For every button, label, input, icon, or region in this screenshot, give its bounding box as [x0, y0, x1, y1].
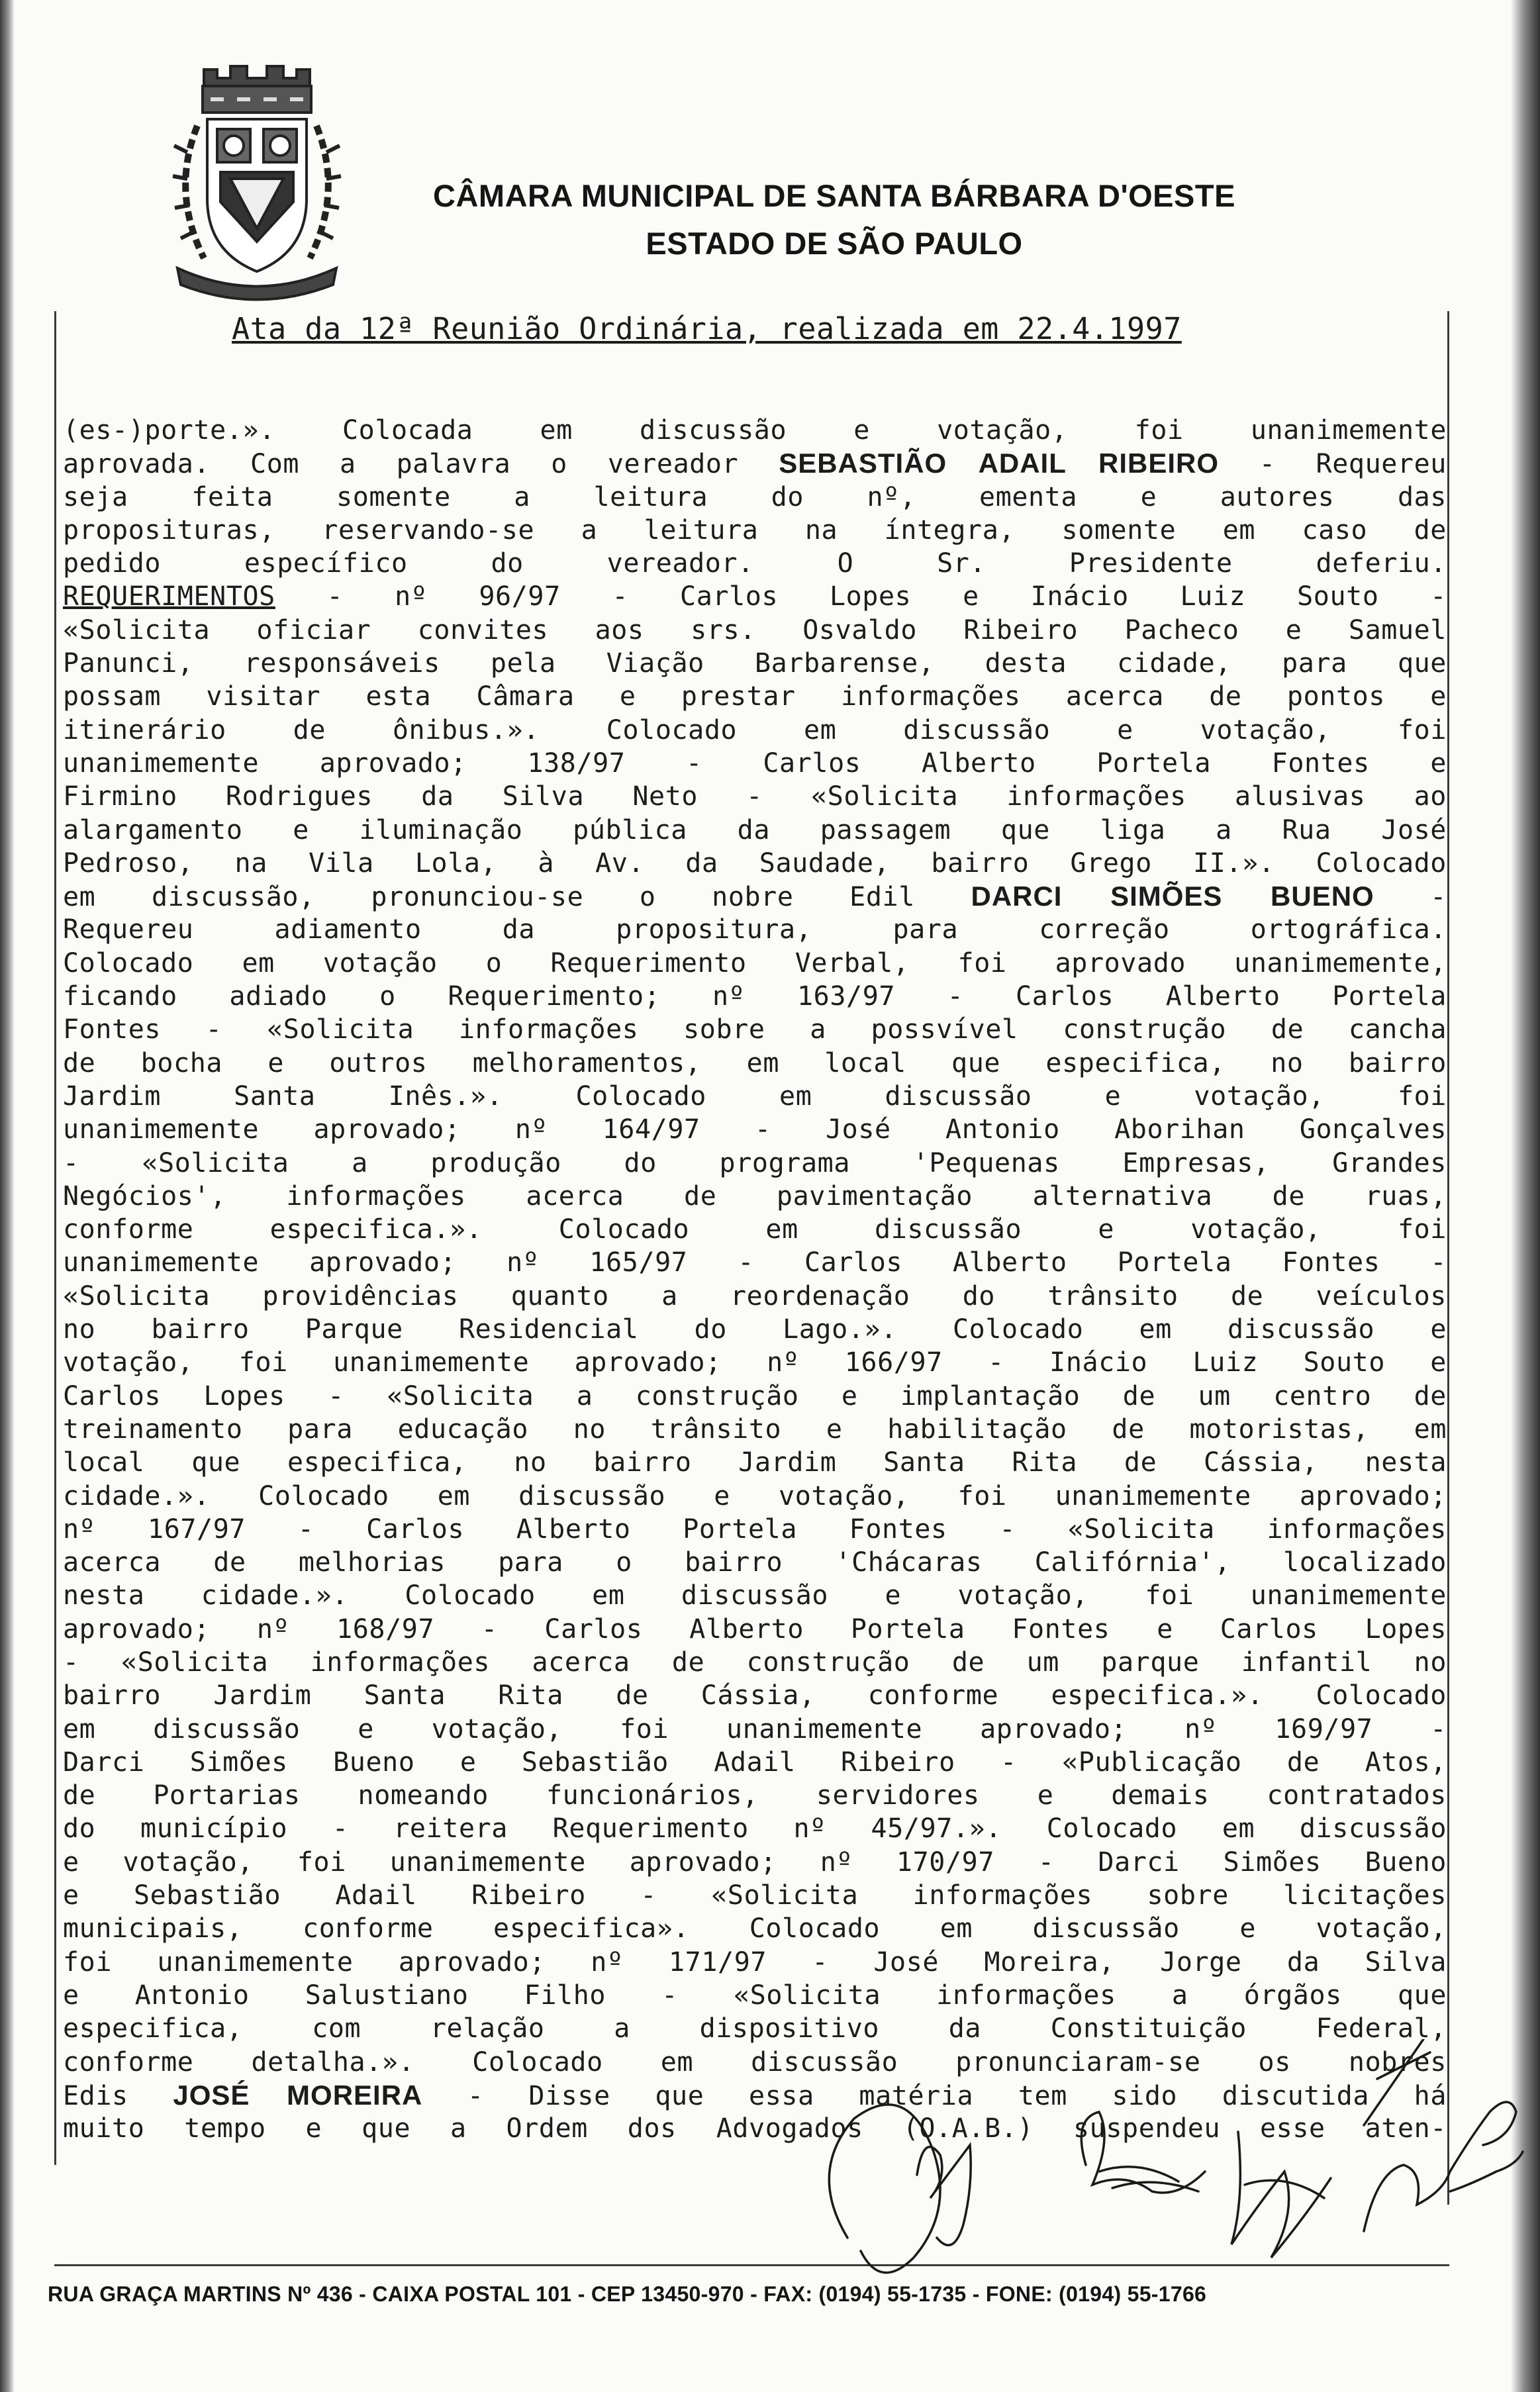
text-line: [63, 780, 1447, 813]
text-line: [63, 1480, 1447, 1513]
scan-shadow-right: [1511, 0, 1540, 2392]
text-line: [63, 1812, 1447, 1845]
text-segment: Jardim Santa Inês.». Colocado em discussão e votação, foi: [63, 1080, 1447, 1112]
text-segment: Negócios', informações acerca de pavimentação alternativa de ruas,: [63, 1180, 1447, 1212]
text-segment: aprovado; nº 168/97 - Carlos Alberto Portela Fontes e Carlos Lopes: [63, 1613, 1447, 1645]
text-line: [63, 1546, 1447, 1579]
text-line: [63, 1979, 1447, 2012]
text-segment: possam visitar esta Câmara e prestar informações acerca de pontos e: [63, 681, 1447, 712]
text-line: [63, 1147, 1447, 1180]
text-segment: municipais, conforme especifica». Colocado em discussão e votação,: [63, 1913, 1447, 1944]
text-segment: cidade.». Colocado em discussão e votação, foi unanimemente aprovado;: [63, 1480, 1447, 1511]
text-segment: - Disse que essa matéria tem sido discutida há: [422, 2080, 1447, 2111]
municipal-coat-of-arms-icon: [158, 60, 356, 305]
signatures-icon: [781, 2039, 1536, 2317]
text-line: [63, 647, 1447, 680]
text-line: [63, 1113, 1447, 1146]
text-segment: e Antonio Salustiano Filho - «Solicita informações a órgãos que: [63, 1980, 1447, 2011]
text-segment: de Portarias nomeando funcionários, servidores e demais contratados: [63, 1780, 1447, 1811]
text-line: [63, 1446, 1447, 1479]
text-segment: «Solicita oficiar convites aos srs. Osvaldo Ribeiro Pacheco e Samuel: [63, 614, 1447, 646]
text-segment: -: [1374, 882, 1447, 913]
text-line: [63, 814, 1447, 847]
text-line: [63, 1646, 1447, 1679]
text-line: [63, 1912, 1447, 1945]
text-segment: - nº 96/97 - Carlos Lopes e Inácio Luiz Souto -: [275, 581, 1447, 612]
section-heading: REQUERIMENTOS: [63, 581, 275, 612]
text-segment: foi unanimemente aprovado; nº 171/97 - José Moreira, Jorge da Silva: [63, 1946, 1447, 1978]
text-segment: nesta cidade.». Colocado em discussão e votação, foi unanimemente: [63, 1580, 1447, 1611]
text-segment: Colocado em votação o Requerimento Verbal, foi aprovado unanimemente,: [63, 947, 1447, 979]
text-line: [63, 514, 1447, 547]
text-segment: votação, foi unanimemente aprovado; nº 166/97 - Inácio Luiz Souto e: [63, 1347, 1447, 1378]
text-segment: aprovada. Com a palavra o vereador: [63, 449, 779, 480]
text-line: [63, 1779, 1447, 1812]
text-segment: e votação, foi unanimemente aprovado; nº 170/97 - Darci Simões Bueno: [63, 1846, 1447, 1878]
text-line: [63, 1047, 1447, 1080]
text-segment: conforme detalha.». Colocado em discussão pronunciaram-se os nobres: [63, 2046, 1447, 2078]
text-line: [63, 947, 1447, 980]
text-segment: ficando adiado o Requerimento; nº 163/97 - Carlos Alberto Portela: [63, 981, 1447, 1012]
text-segment: Fontes - «Solicita informações sobre a possvível construção de cancha: [63, 1014, 1447, 1045]
text-segment: - «Solicita a produção do programa 'Pequenas Empresas, Grandes: [63, 1147, 1447, 1178]
text-line: [63, 1713, 1447, 1746]
text-segment: alargamento e iluminação pública da passagem que liga a Rua José: [63, 814, 1447, 845]
text-line: [63, 1246, 1447, 1279]
speaker-name: SEBASTIÃO ADAIL RIBEIRO: [779, 448, 1220, 479]
text-line: [63, 614, 1447, 647]
text-segment: - «Solicita informações acerca de construção de um parque infantil no: [63, 1647, 1447, 1678]
text-segment: local que especifica, no bairro Jardim Santa Rita de Cássia, nesta: [63, 1447, 1447, 1478]
text-segment: Panunci, responsáveis pela Viação Barbarense, desta cidade, para que: [63, 648, 1447, 679]
text-segment: (es-)porte.». Colocada em discussão e votação, foi unanimemente: [63, 415, 1447, 446]
text-line: [63, 1213, 1447, 1246]
text-segment: Carlos Lopes - «Solicita a construção e implantação de um centro de: [63, 1380, 1447, 1411]
speaker-name: DARCI SIMÕES BUENO: [971, 881, 1374, 912]
text-segment: Firmino Rodrigues da Silva Neto - «Solicita informações alusivas ao: [63, 781, 1447, 812]
margin-rule-right: [1447, 311, 1449, 2205]
text-line: [63, 1080, 1447, 1113]
text-segment: conforme especifica.». Colocado em discussão e votação, foi: [63, 1214, 1447, 1245]
text-segment: no bairro Parque Residencial do Lago.». Colocado em discussão e: [63, 1314, 1447, 1345]
text-segment: do município - reitera Requerimento nº 45/97.». Colocado em discussão: [63, 1813, 1447, 1844]
text-line: [63, 680, 1447, 713]
scan-shadow-left: [0, 0, 15, 2392]
text-line: [63, 547, 1447, 580]
text-segment: Pedroso, na Vila Lola, à Av. da Saudade, bairro Grego II.». Colocado: [63, 847, 1447, 879]
footer-address: RUA GRAÇA MARTINS Nº 436 - CAIXA POSTAL 101 - CEP 13450-970 - FAX: (0194) 55-1735 - FONE: (0194) 55-1766: [48, 2282, 1207, 2306]
text-line: [63, 481, 1447, 514]
text-segment: treinamento para educação no trânsito e habilitação de motoristas, em: [63, 1413, 1447, 1445]
text-line: [63, 1313, 1447, 1346]
text-line: [63, 1679, 1447, 1712]
text-segment: Darci Simões Bueno e Sebastião Adail Ribeiro - «Publicação de Atos,: [63, 1746, 1447, 1778]
text-segment: em discussão e votação, foi unanimemente aprovado; nº 169/97 -: [63, 1713, 1447, 1745]
text-segment: especifica, com relação a dispositivo da Constituição Federal,: [63, 2013, 1447, 2044]
text-segment: - Requereu: [1219, 449, 1447, 480]
text-line: [63, 1579, 1447, 1612]
minutes-title: Ata da 12ª Reunião Ordinária, realizada em 22.4.1997: [232, 311, 1182, 346]
text-line: [63, 714, 1447, 747]
text-segment: em discussão, pronunciou-se o nobre Edil: [63, 882, 971, 913]
text-line: [63, 1746, 1447, 1779]
text-line: [63, 1380, 1447, 1413]
minutes-body: [63, 414, 1447, 2145]
text-line: [63, 1846, 1447, 1879]
text-line: [63, 580, 1447, 613]
text-segment: «Solicita providências quanto a reordenação do trânsito de veículos: [63, 1280, 1447, 1312]
text-line: [63, 1280, 1447, 1313]
text-line: [63, 1346, 1447, 1379]
text-line: [63, 1513, 1447, 1546]
text-segment: unanimemente aprovado; nº 165/97 - Carlos Alberto Portela Fontes -: [63, 1247, 1447, 1278]
margin-rule-left: [54, 311, 56, 2165]
text-line: [63, 414, 1447, 447]
speaker-name: JOSÉ MOREIRA: [173, 2079, 423, 2111]
text-line: [63, 1946, 1447, 1979]
text-segment: muito tempo e que a Ordem dos Advogados (O.A.B.) suspendeu esse aten-: [63, 2113, 1447, 2144]
text-line: [63, 747, 1447, 780]
institution-name: CÂMARA MUNICIPAL DE SANTA BÁRBARA D'OESTE: [433, 178, 1235, 213]
text-segment: acerca de melhorias para o bairro 'Chácaras Califórnia', localizado: [63, 1547, 1447, 1578]
text-segment: Edis: [63, 2080, 173, 2111]
text-line: [63, 913, 1447, 946]
text-line: [63, 847, 1447, 880]
text-line: [63, 1879, 1447, 1912]
text-segment: de bocha e outros melhoramentos, em local que especifica, no bairro: [63, 1047, 1447, 1078]
text-line: [63, 980, 1447, 1013]
text-line: [63, 447, 1447, 480]
text-segment: pedido específico do vereador. O Sr. Presidente deferiu.: [63, 548, 1447, 579]
text-segment: Requereu adiamento da propositura, para correção ortográfica.: [63, 914, 1447, 945]
state-name: ESTADO DE SÃO PAULO: [646, 226, 1023, 261]
text-segment: nº 167/97 - Carlos Alberto Portela Fontes - «Solicita informações: [63, 1513, 1447, 1545]
text-segment: bairro Jardim Santa Rita de Cássia, conforme especifica.». Colocado: [63, 1680, 1447, 1711]
text-segment: unanimemente aprovado; nº 164/97 - José Antonio Aborihan Gonçalves: [63, 1114, 1447, 1145]
text-line: [63, 1013, 1447, 1046]
text-line: [63, 1413, 1447, 1446]
text-line: [63, 880, 1447, 913]
text-segment: unanimemente aprovado; 138/97 - Carlos Alberto Portela Fontes e: [63, 747, 1447, 779]
text-line: [63, 1180, 1447, 1213]
text-segment: itinerário de ônibus.». Colocado em discussão e votação, foi: [63, 714, 1447, 745]
text-line: [63, 1613, 1447, 1646]
text-segment: seja feita somente a leitura do nº, ementa e autores das: [63, 481, 1447, 512]
text-segment: proposituras, reservando-se a leitura na íntegra, somente em caso de: [63, 514, 1447, 546]
text-segment: e Sebastião Adail Ribeiro - «Solicita informações sobre licitações: [63, 1880, 1447, 1911]
